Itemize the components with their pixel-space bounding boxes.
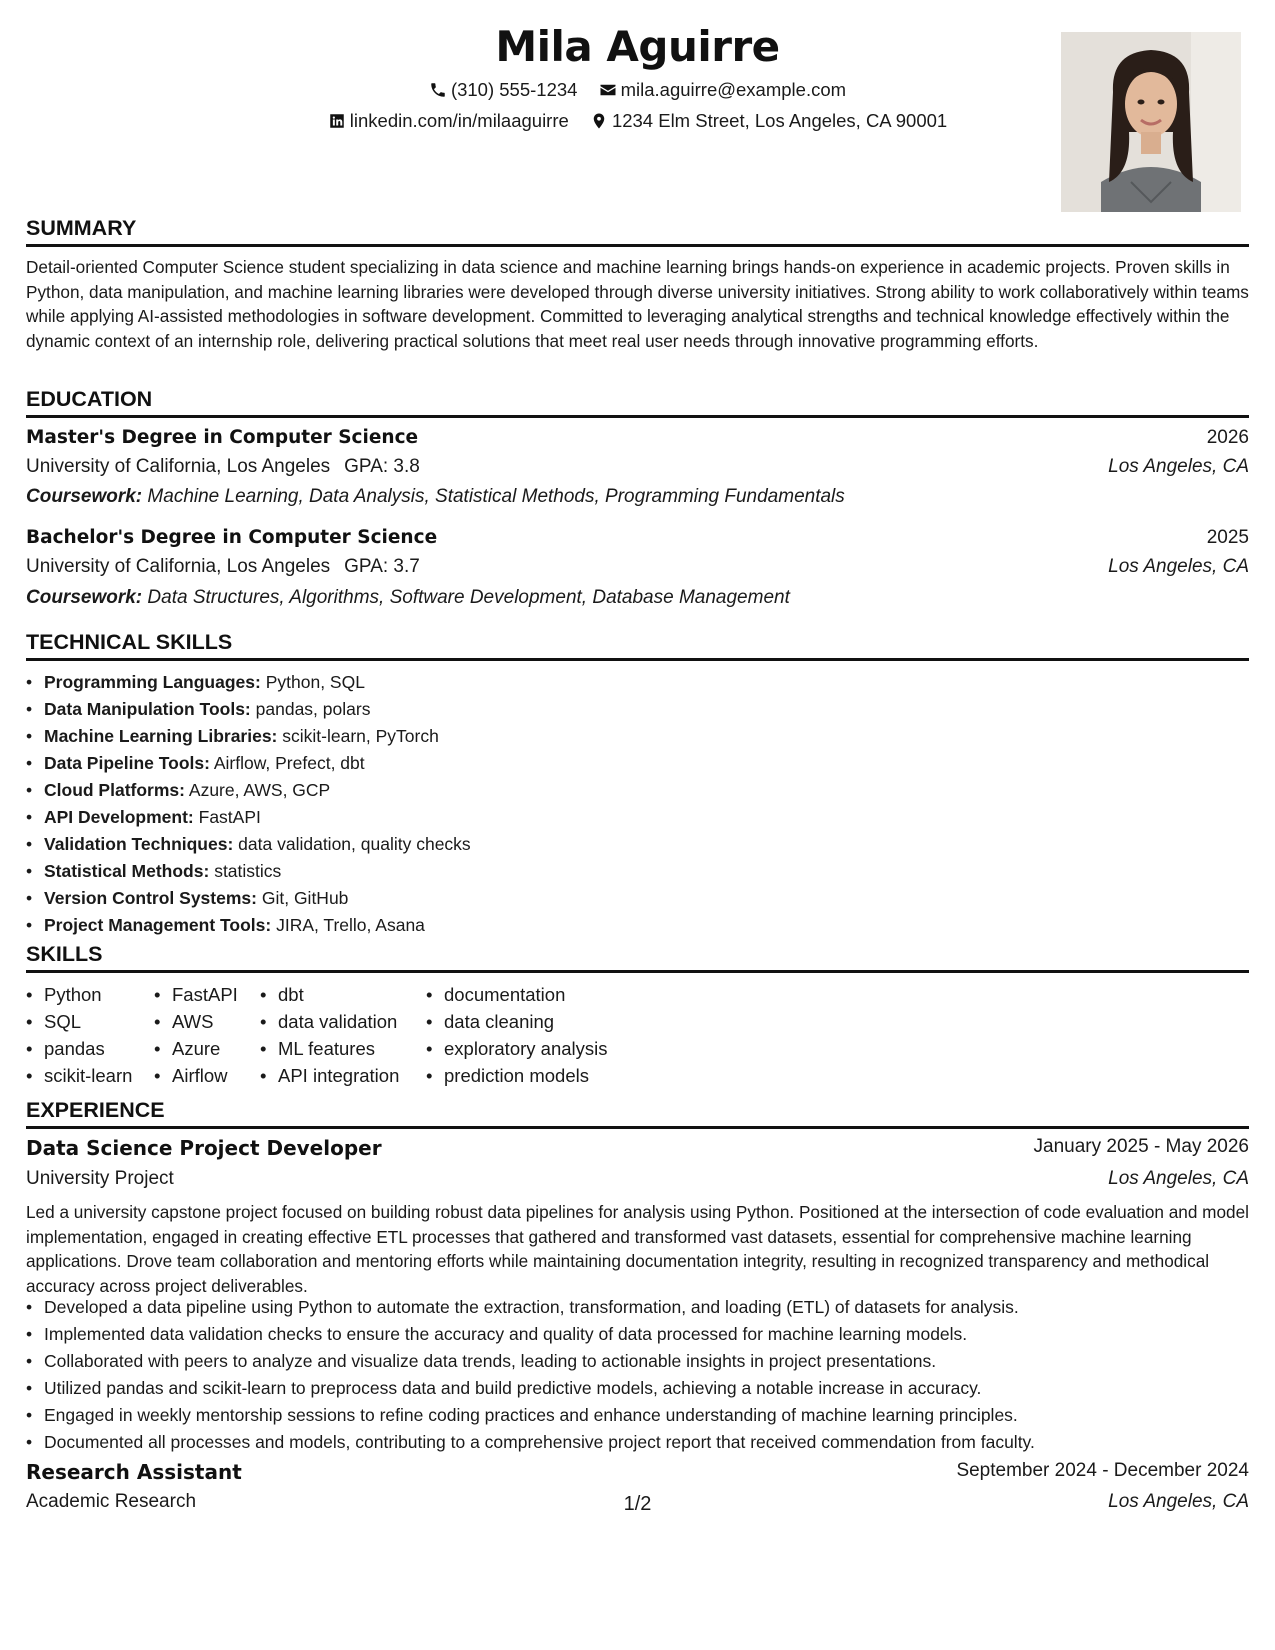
list-item: • scikit-learn [26, 1062, 154, 1089]
technical-skills-list [44, 669, 471, 939]
list-item: • data cleaning [426, 1008, 646, 1035]
list-item: • exploratory analysis [426, 1035, 646, 1062]
list-item: • Collaborated with peers to analyze and visualize data trends, leading to actionable insights in project presentations. [44, 1348, 1249, 1375]
gpa: GPA: 3.7 [344, 556, 420, 577]
skill-values: statistics [214, 861, 282, 881]
list-item: • prediction models [426, 1062, 646, 1089]
degree-year: 2025 [1206, 527, 1249, 548]
skills-column-3 [260, 981, 426, 1089]
summary-heading: SUMMARY [26, 216, 1249, 247]
job-location: Los Angeles, CA [1108, 1491, 1249, 1512]
coursework-line [26, 486, 845, 508]
school-line [26, 556, 420, 578]
gpa: GPA: 3.8 [344, 456, 420, 477]
skill-category: Project Management Tools: [44, 915, 272, 935]
contact-linkedin[interactable] [328, 110, 569, 132]
education-entry-1-school [26, 456, 1249, 478]
job-2-header [26, 1460, 1249, 1484]
list-item [44, 723, 471, 750]
job-location: Los Angeles, CA [1108, 1168, 1249, 1189]
school-line [26, 456, 420, 478]
job-1-header [26, 1136, 1249, 1160]
contact-address [590, 110, 947, 132]
profile-photo [1061, 32, 1241, 212]
list-item: • data validation [260, 1008, 426, 1035]
education-entry-1-header [26, 427, 1249, 449]
skill-values: Airflow, Prefect, dbt [213, 753, 365, 773]
list-item: • Python [26, 981, 154, 1008]
list-item: • Utilized pandas and scikit-learn to preprocess data and build predictive models, achieving a notable increase in accuracy. [44, 1375, 1249, 1402]
address-text: 1234 Elm Street, Los Angeles, CA 90001 [611, 110, 948, 131]
skill-category: Version Control Systems: [44, 888, 257, 908]
list-item: • AWS [154, 1008, 260, 1035]
skill-category: Statistical Methods: [44, 861, 210, 881]
list-item [44, 669, 471, 696]
skill-values: FastAPI [198, 807, 261, 827]
profile-photo-image [1061, 32, 1241, 212]
skill-category: Validation Techniques: [44, 834, 234, 854]
skill-values: data validation, quality checks [238, 834, 471, 854]
skills-grid [26, 981, 646, 1089]
skill-values: scikit-learn, PyTorch [282, 726, 439, 746]
job-title: Data Science Project Developer [26, 1136, 382, 1160]
map-pin-icon [590, 112, 608, 130]
contact-email[interactable] [599, 79, 846, 101]
list-item: • Airflow [154, 1062, 260, 1089]
candidate-name: Mila Aguirre [495, 22, 780, 71]
envelope-icon [599, 81, 617, 99]
phone-text: (310) 555-1234 [450, 79, 578, 100]
list-item [44, 831, 471, 858]
contact-phone [429, 79, 578, 101]
technical-skills-heading: TECHNICAL SKILLS [26, 630, 1249, 661]
list-item [44, 885, 471, 912]
list-item: • documentation [426, 981, 646, 1008]
list-item [44, 777, 471, 804]
coursework-text: Machine Learning, Data Analysis, Statistical Methods, Programming Fundamentals [147, 486, 845, 507]
school-name: University of California, Los Angeles [26, 556, 331, 577]
skill-values: Python, SQL [265, 672, 365, 692]
summary-text: Detail-oriented Computer Science student specializing in data science and machine learning brings hands-on experience in academic projects. Proven skills in Python, data manipulation, and machine learning libraries were developed through diverse university initiatives. Strong ability to work collaboratively within teams while applying AI-assisted methodologies in software development. Committed to leveraging analytical strengths and technical knowledge effectively within the dynamic context of an internship role, delivering practical solutions that meet real user needs through innovative programming efforts. [26, 257, 1249, 351]
job-title: Research Assistant [26, 1460, 242, 1484]
skills-column-1 [26, 981, 154, 1089]
skill-values: pandas, polars [255, 699, 371, 719]
education-entry-2-header [26, 527, 1249, 549]
school-location: Los Angeles, CA [1108, 456, 1249, 477]
list-item: • pandas [26, 1035, 154, 1062]
list-item [44, 696, 471, 723]
skills-heading: SKILLS [26, 942, 1249, 973]
skill-category: Data Manipulation Tools: [44, 699, 251, 719]
skills-column-4 [426, 981, 646, 1089]
list-item [44, 858, 471, 885]
list-item [44, 912, 471, 939]
linkedin-text[interactable]: linkedin.com/in/milaaguirre [349, 110, 569, 131]
skill-values: Git, GitHub [261, 888, 349, 908]
skill-category: API Development: [44, 807, 194, 827]
list-item: • API integration [260, 1062, 426, 1089]
phone-icon [429, 81, 447, 99]
experience-heading: EXPERIENCE [26, 1098, 1249, 1129]
school-name: University of California, Los Angeles [26, 456, 331, 477]
job-1-org-row [26, 1168, 1249, 1190]
list-item: • dbt [260, 981, 426, 1008]
job-1-description: Led a university capstone project focused on building robust data pipelines for analysis using Python. Positioned at the intersection of code evaluation and model implementation, engaged in creating effective ETL processes that gathered and transformed vast datasets, essential for comprehensive machine learning applications. Drove team collaboration and mentoring efforts while maintaining documentation integrity, resulting in recognized transparency and methodical accuracy across project deliverables. [26, 1202, 1249, 1296]
skill-values: Azure, AWS, GCP [188, 780, 331, 800]
skill-category: Data Pipeline Tools: [44, 753, 210, 773]
school-location: Los Angeles, CA [1108, 556, 1249, 577]
list-item [44, 750, 471, 777]
job-organization: University Project [26, 1168, 174, 1189]
list-item: • ML features [260, 1035, 426, 1062]
job-1-bullets [44, 1294, 1249, 1456]
skill-category: Programming Languages: [44, 672, 261, 692]
list-item: • Azure [154, 1035, 260, 1062]
list-item: • SQL [26, 1008, 154, 1035]
resume-header [26, 22, 1249, 212]
list-item: • Documented all processes and models, contributing to a comprehensive project report that received commendation from faculty. [44, 1429, 1249, 1456]
degree-year: 2026 [1206, 427, 1249, 448]
degree-title: Bachelor's Degree in Computer Science [26, 527, 438, 548]
skills-column-2 [154, 981, 260, 1089]
degree-title: Master's Degree in Computer Science [26, 427, 419, 448]
job-dates: September 2024 - December 2024 [956, 1460, 1249, 1481]
list-item: • Implemented data validation checks to ensure the accuracy and quality of data processed for machine learning models. [44, 1321, 1249, 1348]
skill-category: Cloud Platforms: [44, 780, 185, 800]
list-item: • FastAPI [154, 981, 260, 1008]
skill-category: Machine Learning Libraries: [44, 726, 278, 746]
list-item [44, 804, 471, 831]
list-item: • Engaged in weekly mentorship sessions to refine coding practices and enhance understanding of machine learning principles. [44, 1402, 1249, 1429]
linkedin-icon [328, 112, 346, 130]
list-item: • Developed a data pipeline using Python to automate the extraction, transformation, and loading (ETL) of datasets for analysis. [44, 1294, 1249, 1321]
education-entry-2-school [26, 556, 1249, 578]
coursework-label: Coursework: [26, 486, 143, 507]
job-dates: January 2025 - May 2026 [1033, 1136, 1249, 1157]
skill-values: JIRA, Trello, Asana [276, 915, 425, 935]
coursework-label: Coursework: [26, 587, 143, 608]
page-number: 1/2 [623, 1493, 652, 1515]
coursework-line [26, 587, 790, 609]
coursework-text: Data Structures, Algorithms, Software Development, Database Management [147, 587, 790, 608]
email-text[interactable]: mila.aguirre@example.com [620, 79, 847, 100]
education-heading: EDUCATION [26, 387, 1249, 418]
job-organization: Academic Research [26, 1491, 197, 1512]
